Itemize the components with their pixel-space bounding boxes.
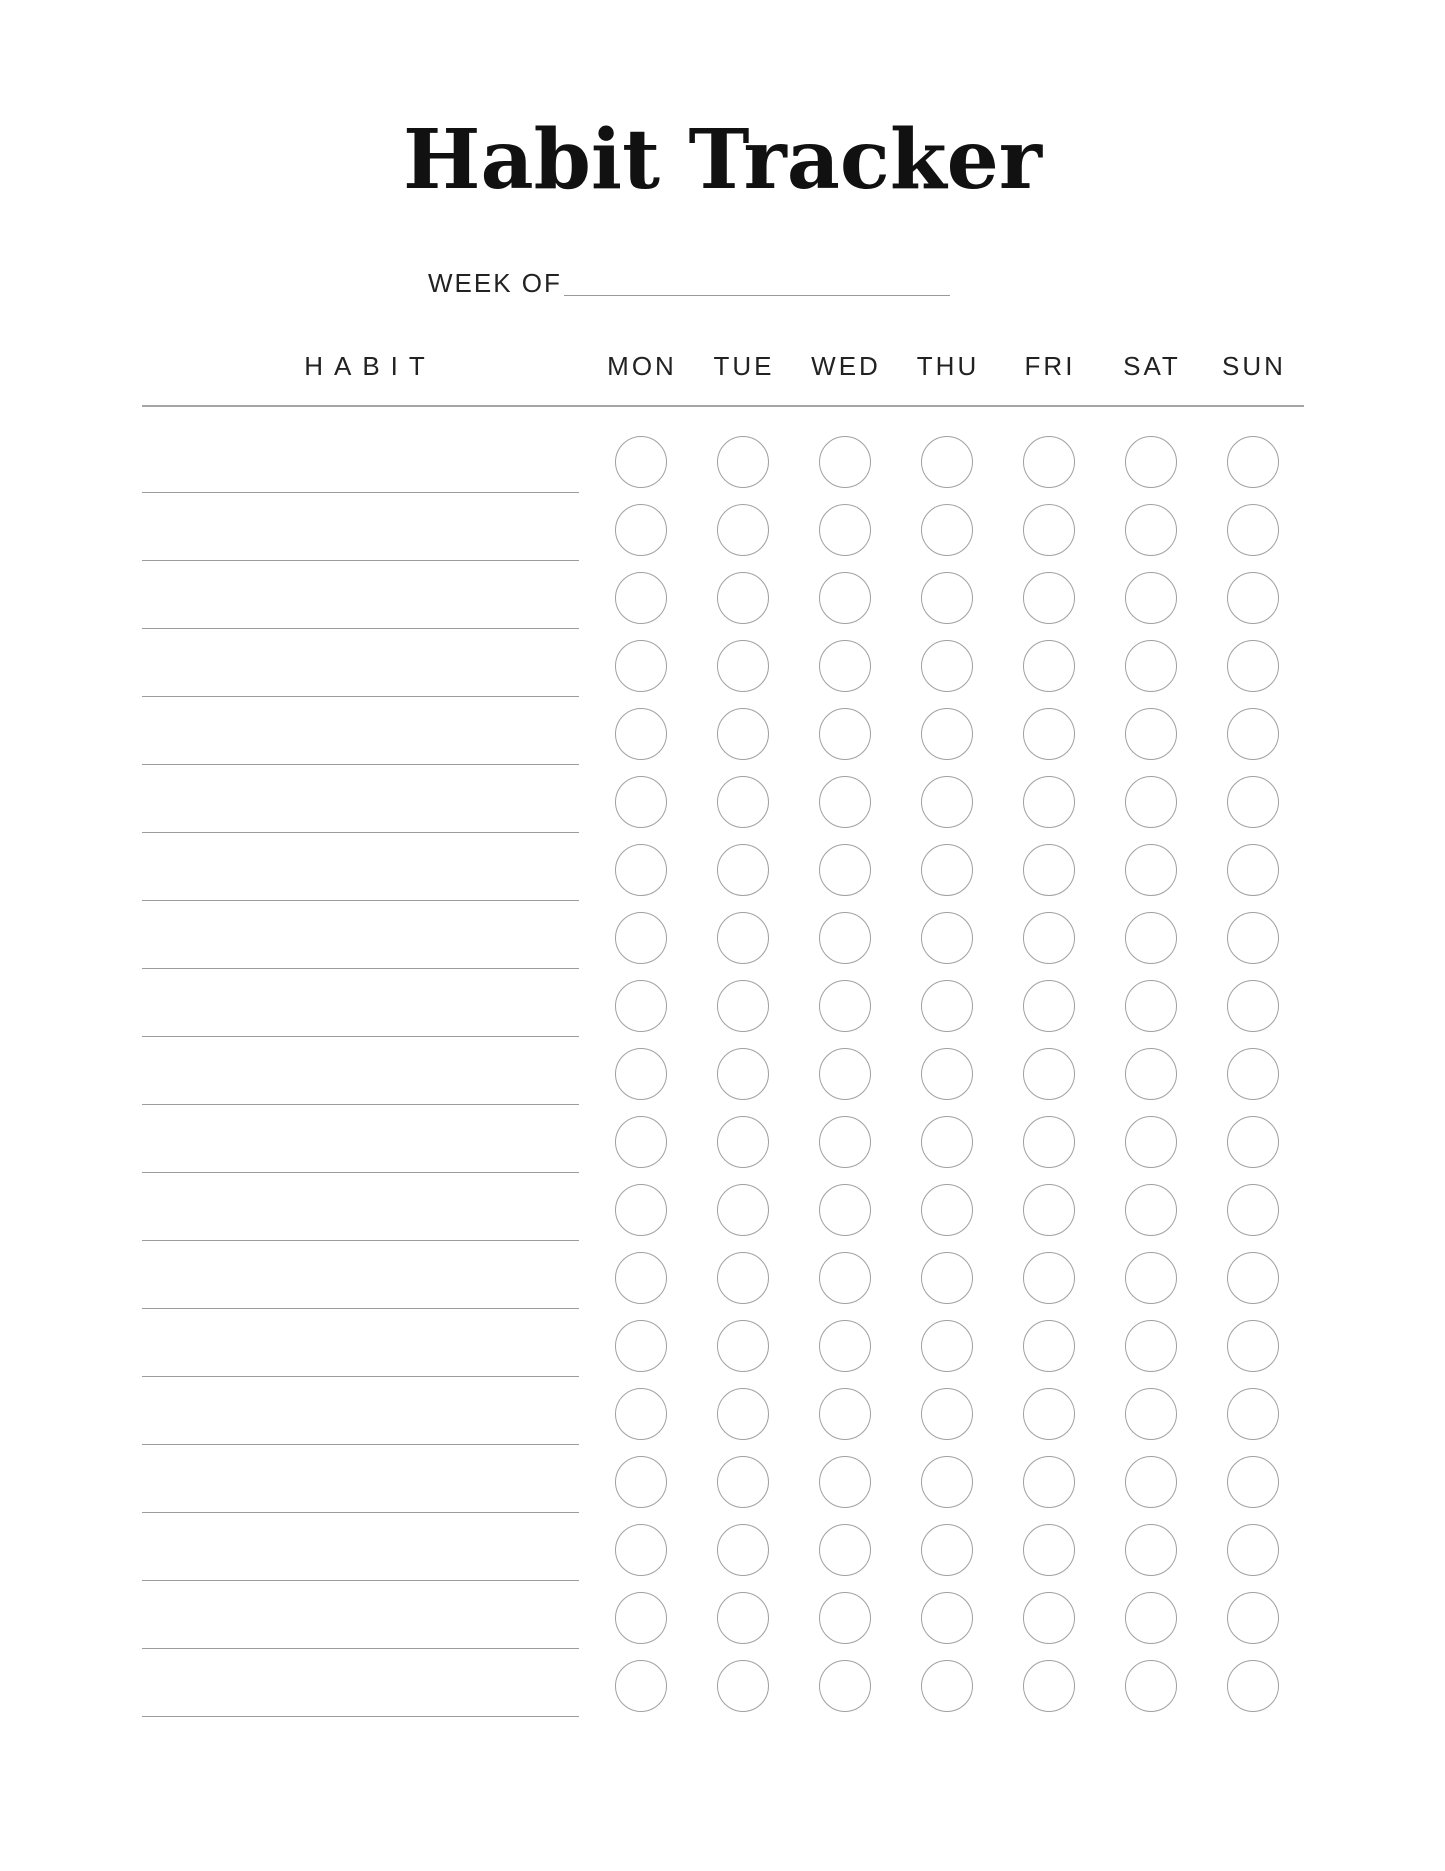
habit-check-circle-tue[interactable] — [717, 504, 769, 556]
habit-check-circle-sun[interactable] — [1227, 1116, 1279, 1168]
habit-check-circle-wed[interactable] — [819, 504, 871, 556]
habit-entry-line[interactable] — [142, 1444, 579, 1445]
habit-check-circle-sat[interactable] — [1125, 776, 1177, 828]
habit-check-circle-tue[interactable] — [717, 980, 769, 1032]
habit-check-circle-mon[interactable] — [615, 1592, 667, 1644]
habit-entry-line[interactable] — [142, 968, 579, 969]
habit-check-circle-fri[interactable] — [1023, 1524, 1075, 1576]
habit-entry-line[interactable] — [142, 832, 579, 833]
habit-check-circle-thu[interactable] — [921, 1388, 973, 1440]
habit-check-circle-mon[interactable] — [615, 980, 667, 1032]
habit-check-circle-sun[interactable] — [1227, 1388, 1279, 1440]
habit-check-circle-mon[interactable] — [615, 912, 667, 964]
habit-check-circle-fri[interactable] — [1023, 776, 1075, 828]
habit-check-circle-tue[interactable] — [717, 1388, 769, 1440]
habit-check-circle-fri[interactable] — [1023, 1252, 1075, 1304]
habit-check-circle-mon[interactable] — [615, 1388, 667, 1440]
day-header-thu: THU — [916, 351, 980, 381]
habit-check-circle-sat[interactable] — [1125, 640, 1177, 692]
habit-check-circle-tue[interactable] — [717, 844, 769, 896]
habit-check-circle-fri[interactable] — [1023, 1592, 1075, 1644]
habit-check-circle-fri[interactable] — [1023, 436, 1075, 488]
habit-entry-line[interactable] — [142, 1036, 579, 1037]
habit-entry-line[interactable] — [142, 1240, 579, 1241]
habit-check-circle-sun[interactable] — [1227, 1252, 1279, 1304]
habit-entry-line[interactable] — [142, 1104, 579, 1105]
habit-check-circle-wed[interactable] — [819, 436, 871, 488]
habit-check-circle-mon[interactable] — [615, 1184, 667, 1236]
habit-check-circle-thu[interactable] — [921, 436, 973, 488]
habit-check-circle-thu[interactable] — [921, 708, 973, 760]
habit-check-circle-mon[interactable] — [615, 708, 667, 760]
habit-check-circle-mon[interactable] — [615, 844, 667, 896]
habit-check-circle-sat[interactable] — [1125, 708, 1177, 760]
habit-check-circle-thu[interactable] — [921, 1252, 973, 1304]
habit-check-circle-thu[interactable] — [921, 912, 973, 964]
habit-check-circle-tue[interactable] — [717, 1592, 769, 1644]
day-header-sun: SUN — [1222, 351, 1286, 381]
habit-check-circle-sat[interactable] — [1125, 1660, 1177, 1712]
habit-check-circle-sat[interactable] — [1125, 1116, 1177, 1168]
habit-entry-line[interactable] — [142, 1716, 579, 1717]
habit-check-circle-mon[interactable] — [615, 1524, 667, 1576]
habit-check-circle-sun[interactable] — [1227, 1660, 1279, 1712]
habit-check-circle-sun[interactable] — [1227, 912, 1279, 964]
habit-entry-line[interactable] — [142, 492, 579, 493]
habit-entry-line[interactable] — [142, 1172, 579, 1173]
habit-check-circle-tue[interactable] — [717, 912, 769, 964]
habit-check-circle-mon[interactable] — [615, 436, 667, 488]
habit-check-circle-thu[interactable] — [921, 640, 973, 692]
habit-check-circle-wed[interactable] — [819, 912, 871, 964]
habit-check-circle-fri[interactable] — [1023, 912, 1075, 964]
habit-check-circle-fri[interactable] — [1023, 1048, 1075, 1100]
habit-check-circle-sun[interactable] — [1227, 572, 1279, 624]
habit-check-circle-tue[interactable] — [717, 436, 769, 488]
habit-entry-line[interactable] — [142, 560, 579, 561]
habit-check-circle-thu[interactable] — [921, 1660, 973, 1712]
day-header-sat: SAT — [1123, 351, 1181, 381]
habit-check-circle-mon[interactable] — [615, 776, 667, 828]
habit-check-circle-wed[interactable] — [819, 1660, 871, 1712]
habit-check-circle-mon[interactable] — [615, 504, 667, 556]
habit-check-circle-wed[interactable] — [819, 1320, 871, 1372]
habit-check-circle-wed[interactable] — [819, 776, 871, 828]
habit-entry-line[interactable] — [142, 1580, 579, 1581]
day-header-mon: MON — [607, 351, 677, 381]
habit-column-header: HABIT — [304, 351, 436, 381]
habit-check-circle-wed[interactable] — [819, 1252, 871, 1304]
habit-check-circle-tue[interactable] — [717, 1048, 769, 1100]
habit-entry-line[interactable] — [142, 1512, 579, 1513]
habit-check-circle-sun[interactable] — [1227, 1524, 1279, 1576]
habit-check-circle-thu[interactable] — [921, 504, 973, 556]
habit-check-circle-sat[interactable] — [1125, 912, 1177, 964]
habit-check-circle-mon[interactable] — [615, 572, 667, 624]
habit-check-circle-sat[interactable] — [1125, 1184, 1177, 1236]
page-title: Habit Tracker — [402, 112, 1043, 208]
habit-check-circle-mon[interactable] — [615, 1048, 667, 1100]
habit-check-circle-wed[interactable] — [819, 708, 871, 760]
habit-check-circle-sat[interactable] — [1125, 1592, 1177, 1644]
habit-check-circle-sat[interactable] — [1125, 436, 1177, 488]
habit-check-circle-wed[interactable] — [819, 1456, 871, 1508]
habit-check-circle-wed[interactable] — [819, 1388, 871, 1440]
habit-check-circle-tue[interactable] — [717, 572, 769, 624]
habit-entry-line[interactable] — [142, 764, 579, 765]
habit-check-circle-sun[interactable] — [1227, 1048, 1279, 1100]
habit-check-circle-fri[interactable] — [1023, 980, 1075, 1032]
habit-check-circle-tue[interactable] — [717, 708, 769, 760]
habit-check-circle-sat[interactable] — [1125, 1524, 1177, 1576]
habit-check-circle-sun[interactable] — [1227, 640, 1279, 692]
habit-check-circle-wed[interactable] — [819, 1116, 871, 1168]
habit-check-circle-tue[interactable] — [717, 776, 769, 828]
habit-check-circle-wed[interactable] — [819, 980, 871, 1032]
habit-check-circle-tue[interactable] — [717, 1456, 769, 1508]
habit-check-circle-wed[interactable] — [819, 1048, 871, 1100]
habit-check-circle-fri[interactable] — [1023, 844, 1075, 896]
habit-check-circle-sun[interactable] — [1227, 708, 1279, 760]
habit-check-circle-mon[interactable] — [615, 1252, 667, 1304]
habit-check-circle-sat[interactable] — [1125, 1456, 1177, 1508]
habit-entry-line[interactable] — [142, 1648, 579, 1649]
habit-check-circle-sun[interactable] — [1227, 776, 1279, 828]
habit-check-circle-fri[interactable] — [1023, 1388, 1075, 1440]
habit-check-circle-sat[interactable] — [1125, 980, 1177, 1032]
habit-check-circle-tue[interactable] — [717, 1252, 769, 1304]
habit-check-circle-wed[interactable] — [819, 1592, 871, 1644]
habit-check-circle-mon[interactable] — [615, 1320, 667, 1372]
day-header-fri: FRI — [1024, 351, 1076, 381]
habit-check-circle-thu[interactable] — [921, 1048, 973, 1100]
habit-check-circle-tue[interactable] — [717, 1320, 769, 1372]
habit-check-circle-fri[interactable] — [1023, 504, 1075, 556]
habit-check-circle-thu[interactable] — [921, 1456, 973, 1508]
habit-entry-line[interactable] — [142, 900, 579, 901]
habit-entry-line[interactable] — [142, 628, 579, 629]
habit-check-circle-sat[interactable] — [1125, 1252, 1177, 1304]
habit-check-circle-sun[interactable] — [1227, 1320, 1279, 1372]
habit-check-circle-tue[interactable] — [717, 1660, 769, 1712]
habit-check-circle-tue[interactable] — [717, 1116, 769, 1168]
day-header-tue: TUE — [713, 351, 775, 381]
habit-check-circle-fri[interactable] — [1023, 572, 1075, 624]
habit-check-circle-mon[interactable] — [615, 1116, 667, 1168]
habit-check-circle-mon[interactable] — [615, 640, 667, 692]
habit-check-circle-sun[interactable] — [1227, 980, 1279, 1032]
habit-check-circle-thu[interactable] — [921, 1592, 973, 1644]
habit-entry-line[interactable] — [142, 696, 579, 697]
habit-check-circle-sat[interactable] — [1125, 504, 1177, 556]
habit-check-circle-wed[interactable] — [819, 844, 871, 896]
habit-check-circle-sat[interactable] — [1125, 1388, 1177, 1440]
habit-check-circle-sat[interactable] — [1125, 1048, 1177, 1100]
habit-check-circle-wed[interactable] — [819, 640, 871, 692]
habit-check-circle-sun[interactable] — [1227, 1456, 1279, 1508]
week-of-label: WEEK OF — [428, 268, 562, 298]
habit-check-circle-tue[interactable] — [717, 640, 769, 692]
habit-check-circle-fri[interactable] — [1023, 708, 1075, 760]
habit-check-circle-thu[interactable] — [921, 1524, 973, 1576]
habit-check-circle-mon[interactable] — [615, 1660, 667, 1712]
habit-check-circle-wed[interactable] — [819, 572, 871, 624]
habit-check-circle-thu[interactable] — [921, 1116, 973, 1168]
habit-check-circle-sat[interactable] — [1125, 1320, 1177, 1372]
habit-check-circle-sat[interactable] — [1125, 844, 1177, 896]
habit-check-circle-wed[interactable] — [819, 1184, 871, 1236]
habit-check-circle-thu[interactable] — [921, 776, 973, 828]
habit-check-circle-thu[interactable] — [921, 572, 973, 624]
habit-check-circle-sun[interactable] — [1227, 504, 1279, 556]
habit-check-circle-thu[interactable] — [921, 1184, 973, 1236]
habit-entry-line[interactable] — [142, 1376, 579, 1377]
habit-entry-line[interactable] — [142, 1308, 579, 1309]
habit-check-circle-fri[interactable] — [1023, 1184, 1075, 1236]
habit-check-circle-thu[interactable] — [921, 844, 973, 896]
habit-check-circle-tue[interactable] — [717, 1524, 769, 1576]
habit-check-circle-sun[interactable] — [1227, 1592, 1279, 1644]
habit-check-circle-mon[interactable] — [615, 1456, 667, 1508]
habit-check-circle-fri[interactable] — [1023, 1116, 1075, 1168]
habit-check-circle-wed[interactable] — [819, 1524, 871, 1576]
habit-check-circle-fri[interactable] — [1023, 640, 1075, 692]
habit-check-circle-thu[interactable] — [921, 1320, 973, 1372]
habit-check-circle-sun[interactable] — [1227, 844, 1279, 896]
habit-check-circle-fri[interactable] — [1023, 1456, 1075, 1508]
habit-check-circle-sun[interactable] — [1227, 1184, 1279, 1236]
day-header-wed: WED — [811, 351, 881, 381]
habit-check-circle-sat[interactable] — [1125, 572, 1177, 624]
habit-check-circle-fri[interactable] — [1023, 1320, 1075, 1372]
habit-check-circle-fri[interactable] — [1023, 1660, 1075, 1712]
habit-check-circle-sun[interactable] — [1227, 436, 1279, 488]
habit-check-circle-thu[interactable] — [921, 980, 973, 1032]
habit-check-circle-tue[interactable] — [717, 1184, 769, 1236]
